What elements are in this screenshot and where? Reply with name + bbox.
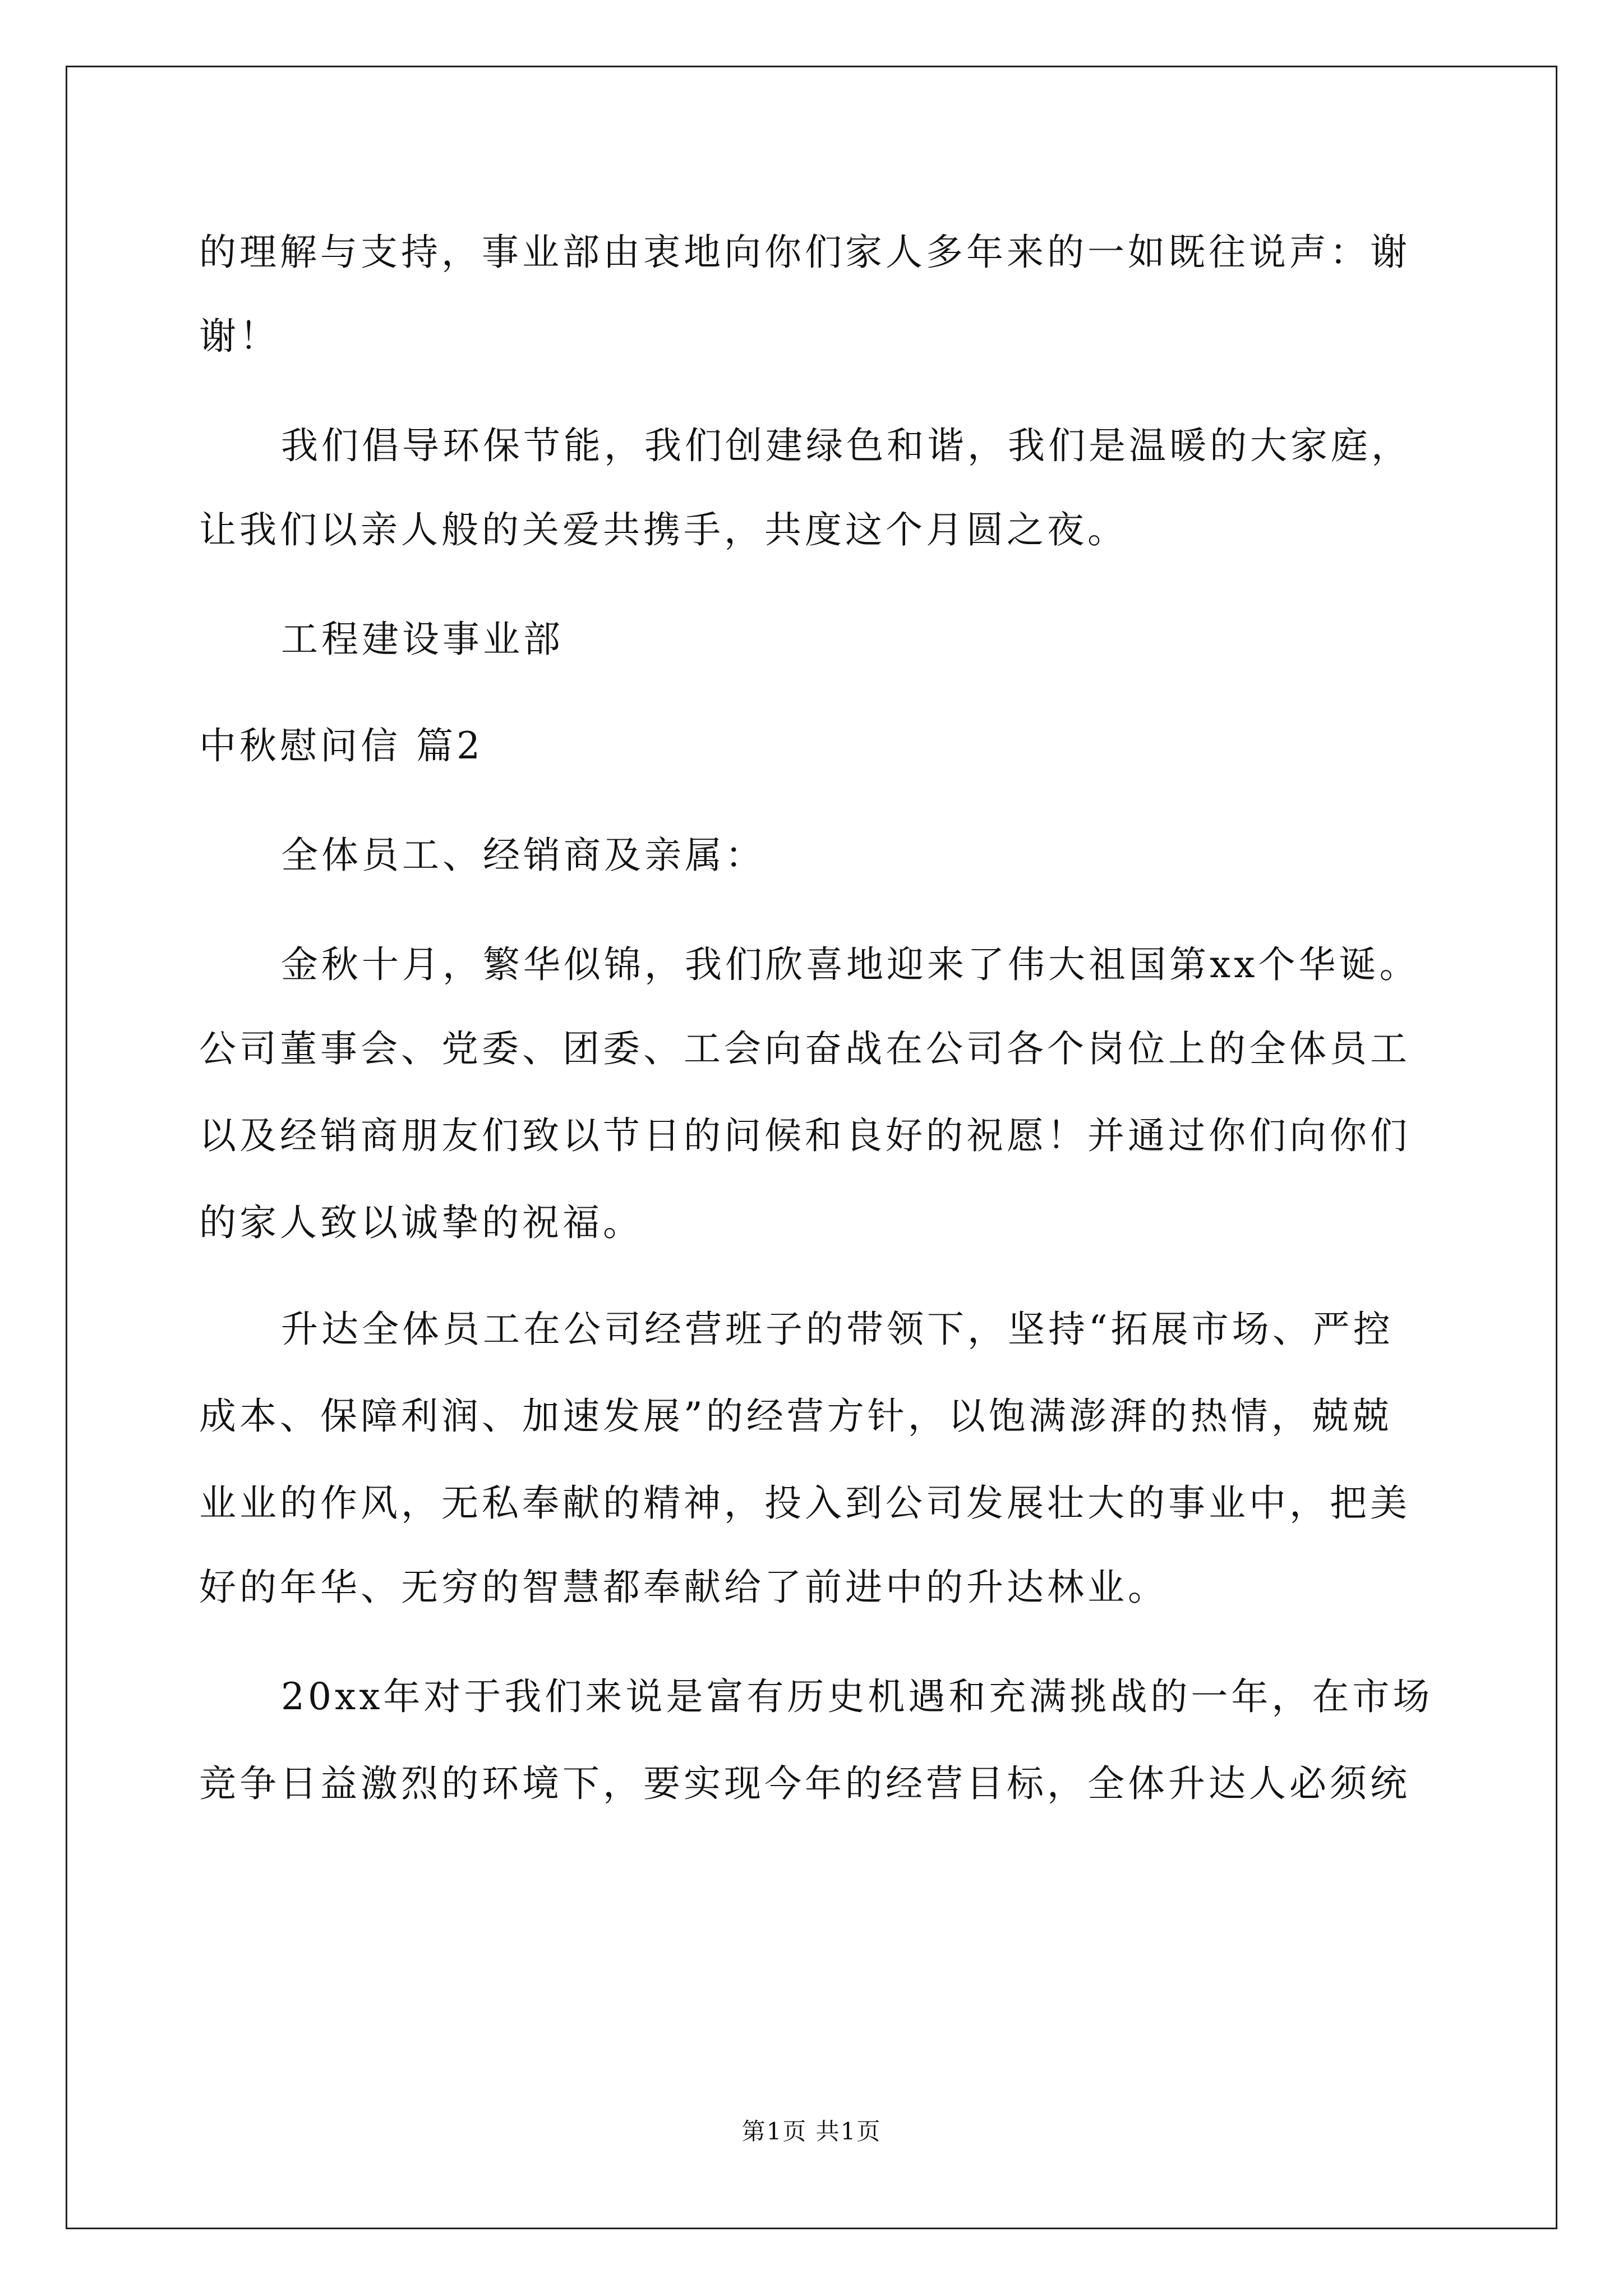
text-line: 业业的作风，无私奉献的精神，投入到公司发展壮大的事业中，把美 bbox=[199, 1481, 1410, 1525]
signature-line: 工程建设事业部 bbox=[281, 618, 564, 661]
text-line: 20xx年对于我们来说是富有历史机遇和充满挑战的一年，在市场 bbox=[281, 1675, 1433, 1718]
text-line: 的家人致以诚挚的祝福。 bbox=[199, 1201, 643, 1244]
text-line: 我们倡导环保节能，我们创建绿色和谐，我们是温暖的大家庭， bbox=[281, 424, 1412, 467]
text-line: 的理解与支持，事业部由衷地向你们家人多年来的一如既往说声：谢 bbox=[199, 231, 1410, 274]
section-heading: 中秋慰问信 篇2 bbox=[199, 724, 483, 767]
text-line: 公司董事会、党委、团委、工会向奋战在公司各个岗位上的全体员工 bbox=[199, 1027, 1410, 1070]
text-line: 竞争日益激烈的环境下，要实现今年的经营目标，全体升达人必须统 bbox=[199, 1762, 1410, 1805]
page-footer: 第1页 共1页 bbox=[741, 2118, 882, 2145]
text-line: 谢！ bbox=[199, 315, 280, 358]
text-line: 以及经销商朋友们致以节日的问候和良好的祝愿！并通过你们向你们 bbox=[199, 1114, 1410, 1157]
text-line: 升达全体员工在公司经营班子的带领下，坚持“拓展市场、严控 bbox=[281, 1308, 1394, 1351]
text-line: 成本、保障利润、加速发展”的经营方针，以饱满澎湃的热情，兢兢 bbox=[199, 1395, 1393, 1438]
text-line: 让我们以亲人般的关爱共携手，共度这个月圆之夜。 bbox=[199, 508, 1128, 551]
text-line: 好的年华、无穷的智慧都奉献给了前进中的升达林业。 bbox=[199, 1566, 1168, 1609]
text-line: 金秋十月，繁华似锦，我们欣喜地迎来了伟大祖国第xx个华诞。 bbox=[281, 943, 1420, 986]
salutation: 全体员工、经销商及亲属： bbox=[281, 834, 766, 877]
